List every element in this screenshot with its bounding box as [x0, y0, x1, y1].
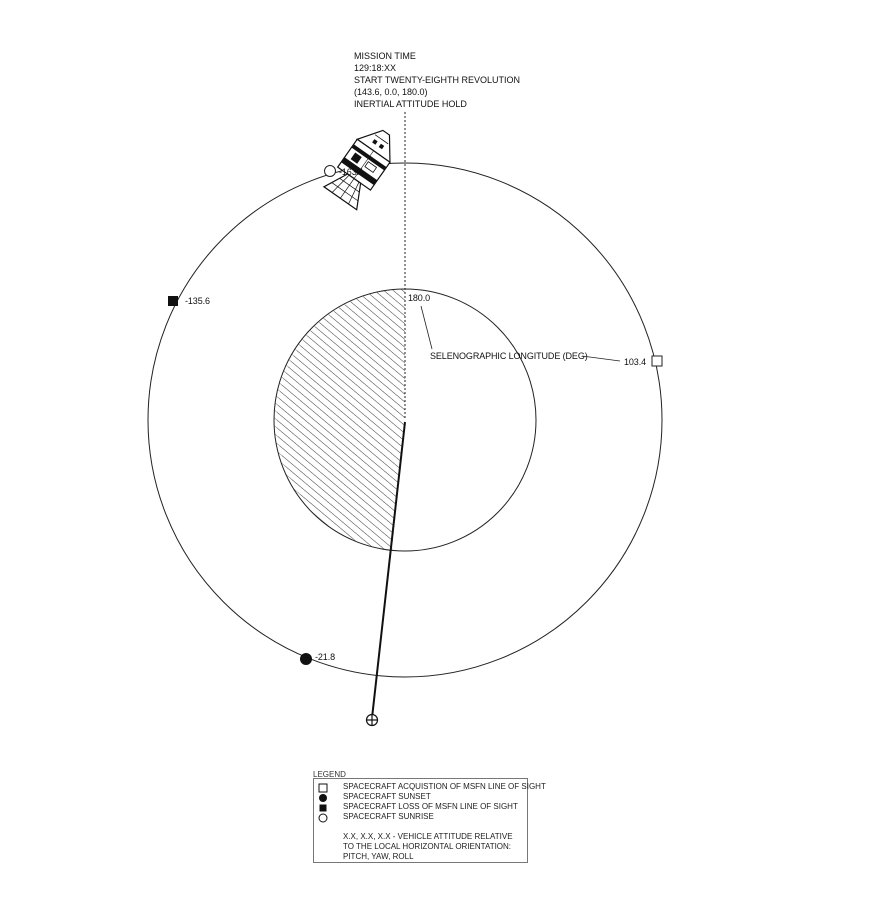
legend-label-sunset: SPACECRAFT SUNSET [343, 792, 431, 801]
open-square-icon [318, 783, 328, 793]
legend-note-line-1: X.X, X.X, X.X - VEHICLE ATTITUDE RELATIVE [343, 832, 513, 841]
loss-of-sight-icon [168, 296, 178, 306]
legend-title: LEGEND [313, 770, 346, 779]
moon-night-hatch [274, 289, 405, 551]
sunset-value: -21.8 [315, 652, 336, 662]
legend-note-line-2: TO THE LOCAL HORIZONTAL ORIENTATION: [343, 842, 512, 851]
filled-square-icon [318, 803, 328, 813]
sunrise-icon [325, 166, 336, 177]
sunset-icon [300, 653, 312, 665]
loss-of-sight-value: -135.6 [185, 296, 210, 306]
legend-note-line-3: PITCH, YAW, ROLL [343, 852, 414, 861]
header-line-1: MISSION TIME [354, 51, 416, 61]
open-circle-icon [318, 813, 328, 823]
axis-label: SELENOGRAPHIC LONGITUDE (DEG) [430, 351, 588, 361]
longitude-top-label: 180.0 [408, 293, 431, 303]
mission-header [354, 50, 520, 110]
earth-crosshair-icon [367, 715, 378, 726]
legend-label-sunrise: SPACECRAFT SUNRISE [343, 812, 434, 821]
acquisition-value: 103.4 [624, 357, 647, 367]
legend-label-loss: SPACECRAFT LOSS OF MSFN LINE OF SIGHT [343, 802, 518, 811]
sunrise-value: -163.1 [339, 167, 364, 177]
filled-circle-icon [318, 793, 328, 803]
header-line-2: 129:18:XX [354, 63, 397, 73]
header-line-4: (143.6, 0.0, 180.0) [354, 87, 428, 97]
legend-box [313, 778, 546, 863]
acquisition-icon [652, 356, 662, 366]
header-line-3: START TWENTY-EIGHTH REVOLUTION [354, 75, 521, 85]
header-line-5: INERTIAL ATTITUDE HOLD [354, 99, 467, 109]
legend-label-acquisition: SPACECRAFT ACQUISTION OF MSFN LINE OF SIGHT [343, 782, 546, 791]
